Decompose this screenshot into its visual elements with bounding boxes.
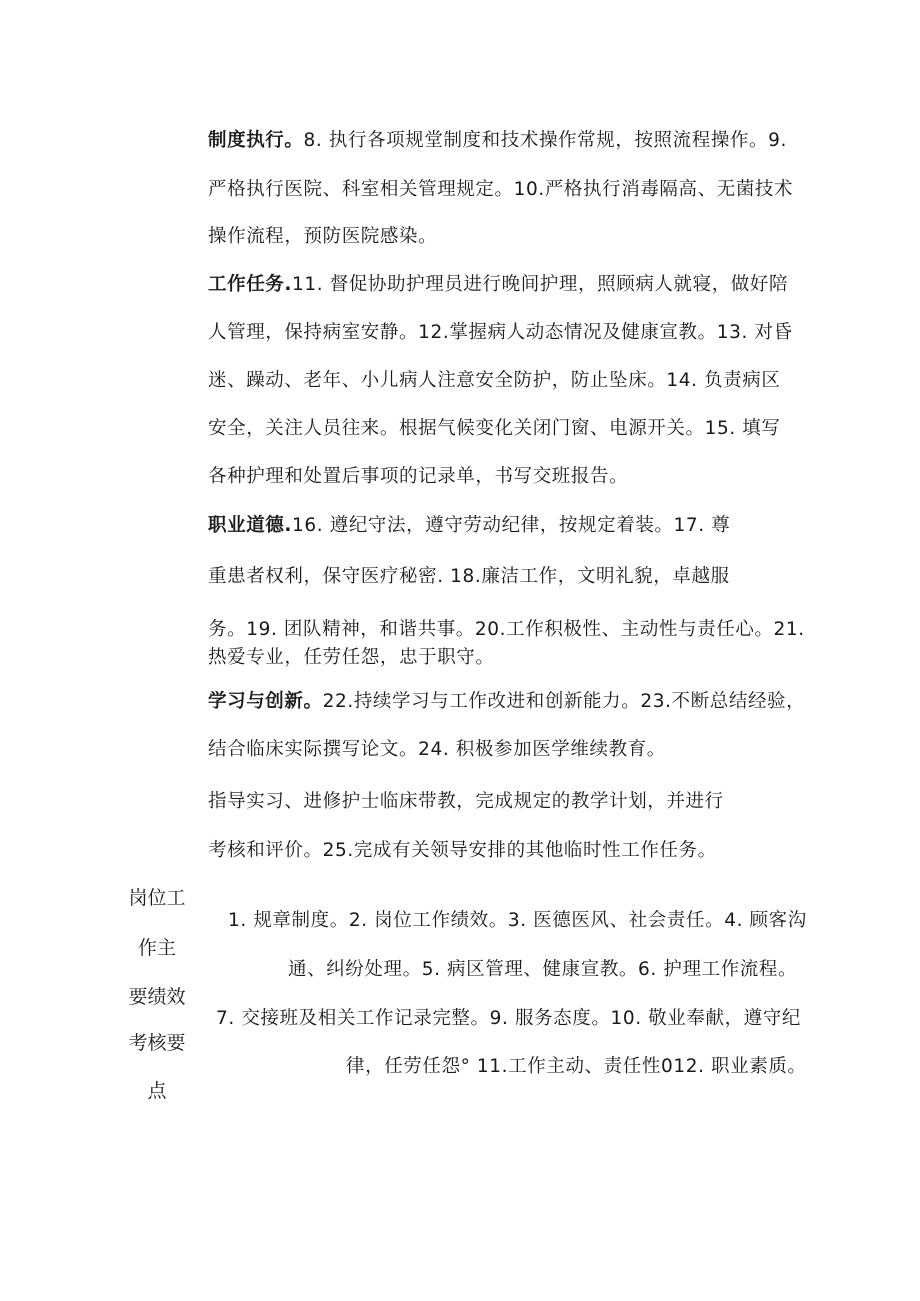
- section-xuexi-line-3: 指导实习、进修护士临床带教，完成规定的教学计划，并进行: [208, 791, 724, 812]
- kpi-label-line-1: 岗位工: [128, 887, 186, 909]
- section-zhidu-line-3: 操作流程，预防医院感染。: [208, 226, 438, 247]
- section-xuexi-line-2: 结合临床实际撰写论文。24. 积极参加医学维续教育。: [208, 739, 666, 760]
- section-xuexi-line-4: 考核和评价。25.完成有关领导安排的其他临时性工作任务。: [208, 840, 717, 861]
- section-text: 16. 遵纪守法，遵守劳动纪律，按规定着装。17. 尊: [292, 515, 731, 536]
- section-zhidu-line-2: 严格执行医院、科室相关管理规定。10.严格执行消毒隔高、无菌技术: [208, 179, 794, 200]
- section-zhidu-line-1: [208, 128, 787, 154]
- section-zhiye-line-1: [208, 513, 730, 539]
- section-heading-xuexi: 学习与创新。: [208, 691, 323, 712]
- section-text: 11. 督促协助护理员进行晚间护理，照顾病人就寝，做好陪: [292, 274, 789, 295]
- kpi-line-3: 7. 交接班及相关工作记录完整。9. 服务态度。10. 敬业奉献，遵守纪: [216, 1008, 801, 1029]
- kpi-label-line-2: 作主: [137, 937, 176, 959]
- kpi-label-line-4: 考核要: [128, 1032, 186, 1054]
- section-heading-gongzuo: 工作任务.: [208, 274, 293, 295]
- kpi-line-1: 1. 规章制度。2. 岗位工作绩效。3. 医德医风、社会责任。4. 顾客沟: [228, 910, 807, 931]
- section-heading-zhiye: 职业道德.: [208, 515, 293, 536]
- section-text: 8. 执行各项规堂制度和技术操作常规，按照流程操作。9.: [303, 130, 787, 151]
- section-text: 22.持续学习与工作改进和创新能力。23.不断总结经验，: [322, 691, 806, 712]
- kpi-label-line-5: 点: [147, 1080, 167, 1102]
- kpi-line-2: 通、纠纷处理。5. 病区管理、健康宣教。6. 护理工作流程。: [288, 959, 798, 980]
- section-zhiye-line-3: 务。19. 团队精神，和谐共事。20.工作积极性、主动性与责任心。21.: [208, 619, 805, 640]
- section-gongzuo-line-1: [208, 272, 788, 298]
- kpi-label-line-3: 要绩效: [128, 986, 186, 1008]
- section-zhiye-line-4: 热爱专业，任劳任怨，忠于职守。: [208, 647, 495, 668]
- section-xuexi-line-1: [208, 689, 805, 715]
- kpi-line-4: 律，任劳任怨° 11.工作主动、责任性012. 职业素质。: [346, 1056, 807, 1077]
- section-heading-zhidu: 制度执行。: [208, 130, 304, 151]
- section-gongzuo-line-5: 各种护理和处置后事项的记录单，书写交班报告。: [208, 466, 629, 487]
- section-gongzuo-line-4: 安全，关注人员往来。根据气候变化关闭门窗、电源开关。15. 填写: [208, 418, 781, 439]
- section-gongzuo-line-3: 迷、躁动、老年、小儿病人注意安全防护，防止坠床。14. 负责病区: [208, 370, 781, 391]
- section-gongzuo-line-2: 人管理，保持病室安静。12.掌握病人动态情况及健康宣教。13. 对昏: [208, 322, 793, 343]
- section-zhiye-line-2: 重患者权利，保守医疗秘密. 18.廉洁工作，文明礼貌，卓越服: [208, 566, 730, 587]
